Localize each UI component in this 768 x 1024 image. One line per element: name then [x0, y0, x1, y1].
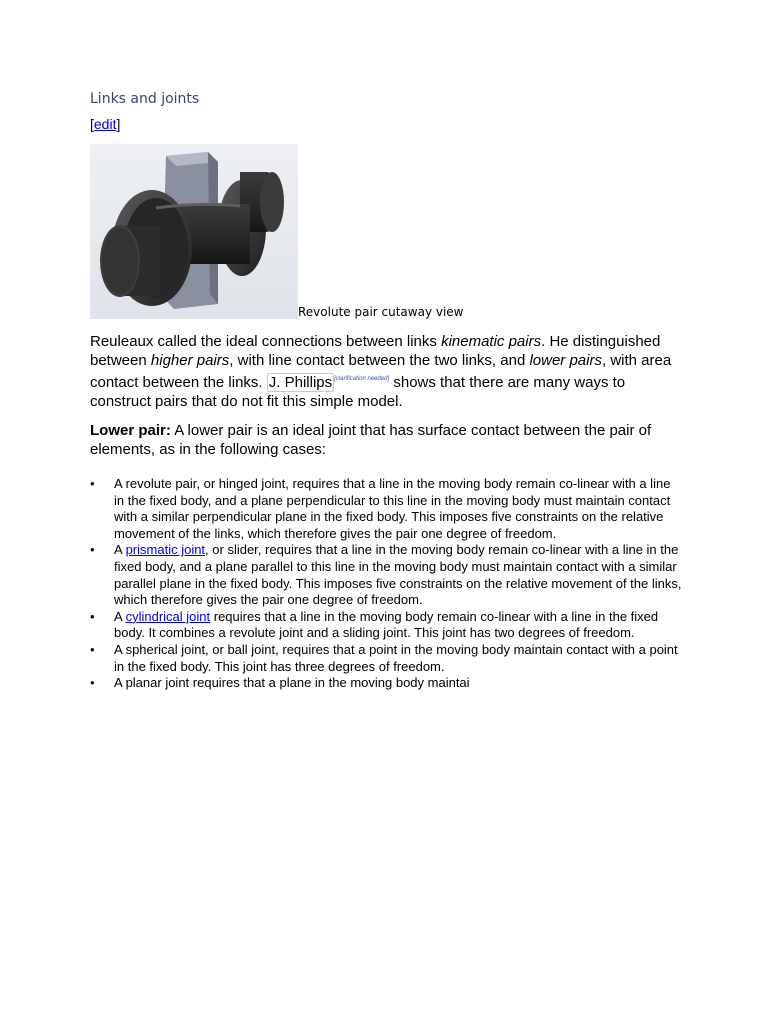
planar-text: A planar joint requires that a plane in the moving body maintai [114, 675, 470, 691]
kinematic-pairs-term: kinematic pairs [441, 333, 542, 350]
revolute-pair-image [90, 144, 298, 319]
intro-text-2: . He distinguished between [90, 333, 661, 369]
list-item-cylindrical [90, 609, 682, 642]
prismatic-joint-link[interactable]: prismatic joint [125, 542, 206, 558]
bullet: • [90, 675, 95, 691]
revolute-pair-cutaway-illustration [90, 144, 298, 319]
intro-text-4: , with area contact between the links. [90, 351, 672, 391]
revolute-text: A revolute pair, or hinged joint, requires that a line in the moving body remain co-linear with a line in the fixed body, and a plane perpendicular to this line in the moving body must maintain contact with a similar perpendicular plane in the fixed body. This imposes five constraints on the relative movement of the links, which therefore gives the pair one degree of freedom. [114, 476, 671, 541]
intro-text-3: , with line contact between the two links, and [229, 351, 530, 369]
spherical-text: A spherical joint, or ball joint, requires that a point in the moving body maintain contact with a point in the fixed body. This joint has three degrees of freedom. [114, 641, 678, 674]
lower-pair-text: A lower pair is an ideal joint that has surface contact between the pair of elements, as in the following cases: [90, 422, 652, 458]
edit-section [90, 116, 120, 132]
list-item-prismatic [90, 542, 682, 608]
lower-pair-paragraph [90, 422, 682, 459]
bullet: • [90, 608, 95, 624]
bullet: • [90, 641, 95, 657]
author-name-box: J. Phillips [268, 374, 333, 391]
lower-pairs-term: lower pairs [529, 351, 602, 369]
intro-text-5: shows that there are many ways to construct pairs that do not fit this simple model. [90, 374, 626, 410]
joint-cases-list [90, 476, 682, 692]
list-item-planar [90, 675, 682, 692]
edit-bracket-open: [ [90, 116, 94, 132]
higher-pairs-term: higher pairs [150, 351, 230, 369]
bullet: • [90, 476, 95, 491]
prismatic-text-post: , or slider, requires that a line in the moving body remain co-linear with a line in the fixed body, and a plane parallel to this line in the moving body must maintain contact with a similar parallel plane in the fixed body. This imposes five constraints on the relative movement of the links, which therefore gives the pair one degree of freedom. [114, 542, 682, 608]
figure-caption: Revolute pair cutaway view [298, 305, 464, 319]
intro-text-1: Reuleaux called the ideal connections between links [90, 333, 442, 350]
section-heading: Links and joints [90, 91, 200, 107]
cylindrical-text-pre: A [114, 608, 126, 624]
clarification-needed-note[interactable]: [clarification needed] [334, 376, 390, 382]
prismatic-text-pre: A [114, 542, 126, 558]
list-item-revolute [90, 476, 682, 542]
cylindrical-joint-link[interactable]: cylindrical joint [125, 608, 211, 624]
intro-paragraph [90, 333, 682, 411]
edit-bracket-close: ] [116, 116, 121, 132]
lower-pair-label: Lower pair: [90, 422, 171, 439]
bullet: • [90, 542, 95, 558]
list-item-spherical [90, 642, 682, 675]
cylindrical-text-post: requires that a line in the moving body remain co-linear with a line in the fixed body. It combines a revolute joint and a sliding joint. This joint has two degrees of freedom. [114, 608, 659, 641]
edit-link[interactable]: edit [93, 116, 117, 132]
